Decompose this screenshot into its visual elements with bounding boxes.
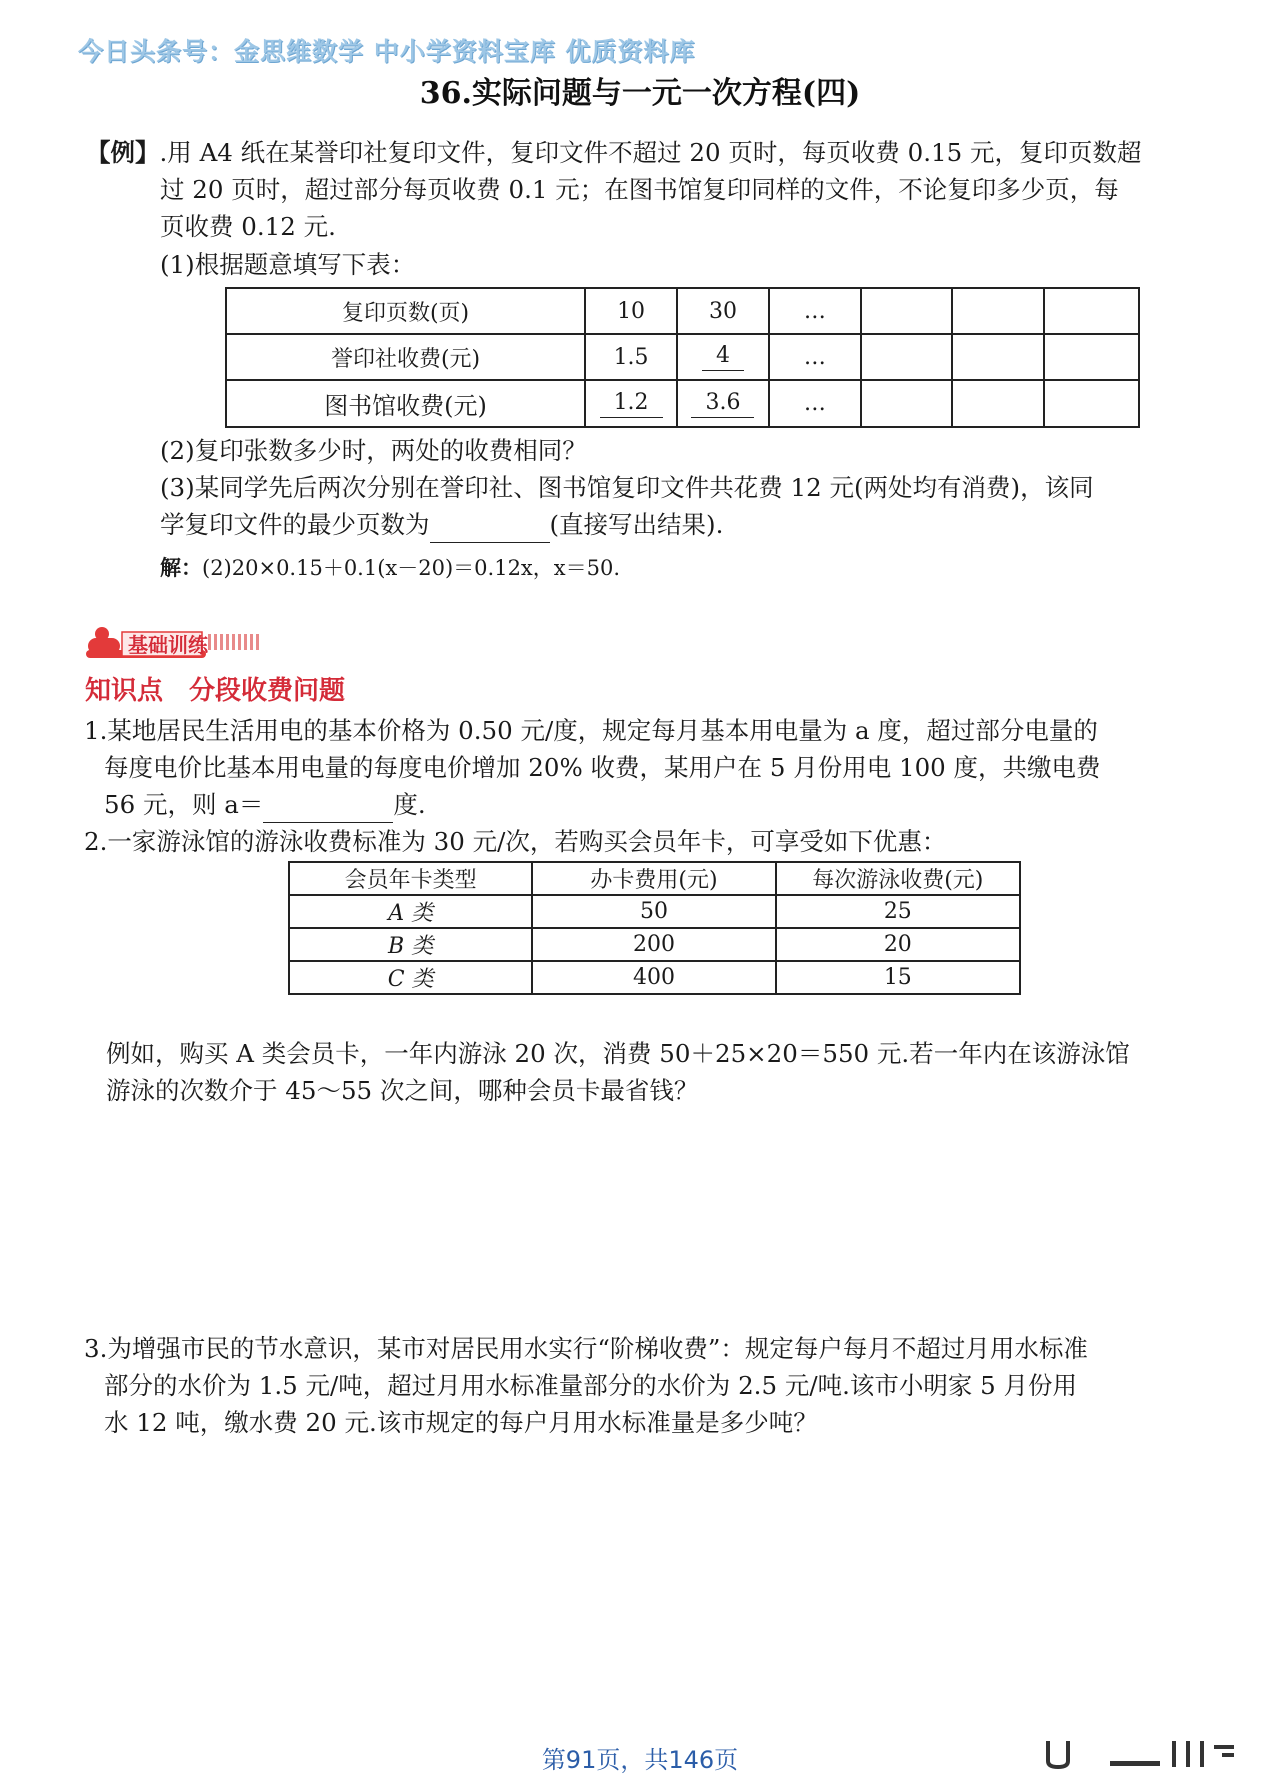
table-row	[226, 288, 1139, 334]
problem-3-line-3: 水 12 吨，缴水费 20 元.该市规定的每户月用水标准量是多少吨？	[104, 1408, 818, 1437]
problem-1-line-1: 1.某地居民生活用电的基本价格为 0.50 元/度，规定每月基本用电量为 a 度，超过部分电量的	[84, 716, 1098, 745]
table-cell: 15	[776, 961, 1020, 994]
problem-1-text-b: 度.	[393, 790, 426, 819]
problem-2-text	[106, 1035, 1130, 1109]
section-title: 知识点 分段收费问题	[85, 676, 346, 706]
table-cell: …	[769, 334, 861, 380]
table-cell: C 类	[289, 961, 532, 994]
row-label: 复印页数(页)	[226, 288, 585, 334]
table-row	[226, 380, 1139, 427]
table-row	[289, 928, 1020, 961]
answer-blank[interactable]	[263, 796, 393, 823]
answer-blank[interactable]	[430, 516, 550, 543]
problem-2-intro: 2.一家游泳馆的游泳收费标准为 30 元/次，若购买会员年卡，可享受如下优惠：	[84, 827, 947, 856]
table-cell: 50	[532, 895, 775, 928]
banner-text: 基础训练	[128, 633, 208, 657]
table-cell-empty[interactable]	[952, 288, 1044, 334]
scan-marks	[1040, 1735, 1250, 1778]
table-header: 办卡费用(元)	[532, 862, 775, 895]
example-line-2: 过 20 页时，超过部分每页收费 0.1 元；在图书馆复印同样的文件，不论复印多少页，每	[160, 175, 1119, 204]
table-cell: 10	[585, 288, 677, 334]
example-q3-line-1: (3)某同学先后两次分别在誉印社、图书馆复印文件共花费 12 元(两处均有消费)，该同	[160, 473, 1094, 502]
example-block	[86, 134, 1142, 171]
table-header-row	[289, 862, 1020, 895]
example-text-1: .用 A4 纸在某誉印社复印文件，复印文件不超过 20 页时，每页收费 0.15 元，复印页数超	[159, 138, 1142, 167]
table-cell: …	[769, 288, 861, 334]
solution-line	[160, 552, 620, 582]
problem-1-continuation	[104, 749, 1101, 823]
table-cell: 1.5	[585, 334, 677, 380]
problem-2-line-2: 游泳的次数介于 45～55 次之间，哪种会员卡最省钱？	[106, 1076, 699, 1105]
problem-3-line-1: 3.为增强市民的节水意识，某市对居民用水实行“阶梯收费”：规定每户每月不超过月用水标准	[84, 1334, 1088, 1363]
table-cell-empty[interactable]	[861, 380, 953, 427]
watermark-text: 今日头条号：金思维数学 中小学资料宝库 优质资料库	[78, 37, 696, 66]
row-label: 图书馆收费(元)	[226, 380, 585, 427]
problem-1-line-2: 每度电价比基本用电量的每度电价增加 20% 收费，某用户在 5 月份用电 100 度，共缴电费	[104, 753, 1101, 782]
example-line-3: 页收费 0.12 元.	[160, 212, 336, 241]
row-label: 誉印社收费(元)	[226, 334, 585, 380]
table-cell: 30	[677, 288, 769, 334]
table-cell	[585, 380, 677, 427]
table-row	[289, 961, 1020, 994]
table-row	[289, 895, 1020, 928]
copy-fee-table	[225, 287, 1140, 428]
example-q2: (2)复印张数多少时，两处的收费相同？	[160, 436, 587, 465]
table-cell-empty[interactable]	[1044, 288, 1139, 334]
table-cell-empty[interactable]	[861, 334, 953, 380]
example-q3-text-b: (直接写出结果).	[549, 510, 724, 539]
solution-text: (2)20×0.15＋0.1(x－20)＝0.12x，x＝50.	[202, 556, 621, 580]
example-q2q3	[160, 432, 1094, 506]
example-continuation	[160, 171, 1119, 245]
table-header: 会员年卡类型	[289, 862, 532, 895]
page-number: 第91页，共146页	[541, 1746, 739, 1774]
problem-3	[84, 1330, 1088, 1367]
example-label: 【例】	[86, 138, 160, 167]
table-cell-empty[interactable]	[952, 334, 1044, 380]
problem-1-text-a: 56 元，则 a＝	[104, 790, 264, 819]
table-cell-empty[interactable]	[1044, 334, 1139, 380]
section-banner	[84, 624, 314, 660]
table-cell: A 类	[289, 895, 532, 928]
example-line-1	[86, 134, 1142, 171]
table-cell-empty[interactable]	[952, 380, 1044, 427]
filled-answer: 4	[702, 343, 744, 371]
table-cell	[677, 334, 769, 380]
problem-3-line-2: 部分的水价为 1.5 元/吨，超过月用水标准量部分的水价为 2.5 元/吨.该市小明家 5 月份用	[104, 1371, 1078, 1400]
table-header: 每次游泳收费(元)	[776, 862, 1020, 895]
example-q3-line-2	[160, 506, 723, 543]
problem-2-line-1: 例如，购买 A 类会员卡，一年内游泳 20 次，消费 50＋25×20＝550 元.若一年内在该游泳馆	[106, 1039, 1130, 1068]
table-cell: 400	[532, 961, 775, 994]
table-cell	[677, 380, 769, 427]
scan-marks-graphic	[1040, 1735, 1250, 1771]
table-cell: 20	[776, 928, 1020, 961]
table-cell-empty[interactable]	[1044, 380, 1139, 427]
solution-label: 解：	[160, 555, 202, 580]
problem-1-line-3	[104, 786, 1101, 823]
table-cell: B 类	[289, 928, 532, 961]
table-cell: …	[769, 380, 861, 427]
example-q3-text-a: 学复印文件的最少页数为	[160, 510, 430, 539]
membership-table	[288, 861, 1021, 995]
table-cell: 200	[532, 928, 775, 961]
page-title: 36.实际问题与一元一次方程(四)	[419, 76, 861, 111]
filled-answer: 3.6	[691, 390, 754, 418]
table-cell-empty[interactable]	[861, 288, 953, 334]
example-q1: (1)根据题意填写下表：	[160, 250, 416, 279]
table-row	[226, 334, 1139, 380]
filled-answer: 1.2	[600, 390, 663, 418]
table-cell: 25	[776, 895, 1020, 928]
problem-3-continuation	[104, 1367, 1077, 1441]
problem-1	[84, 712, 1098, 749]
